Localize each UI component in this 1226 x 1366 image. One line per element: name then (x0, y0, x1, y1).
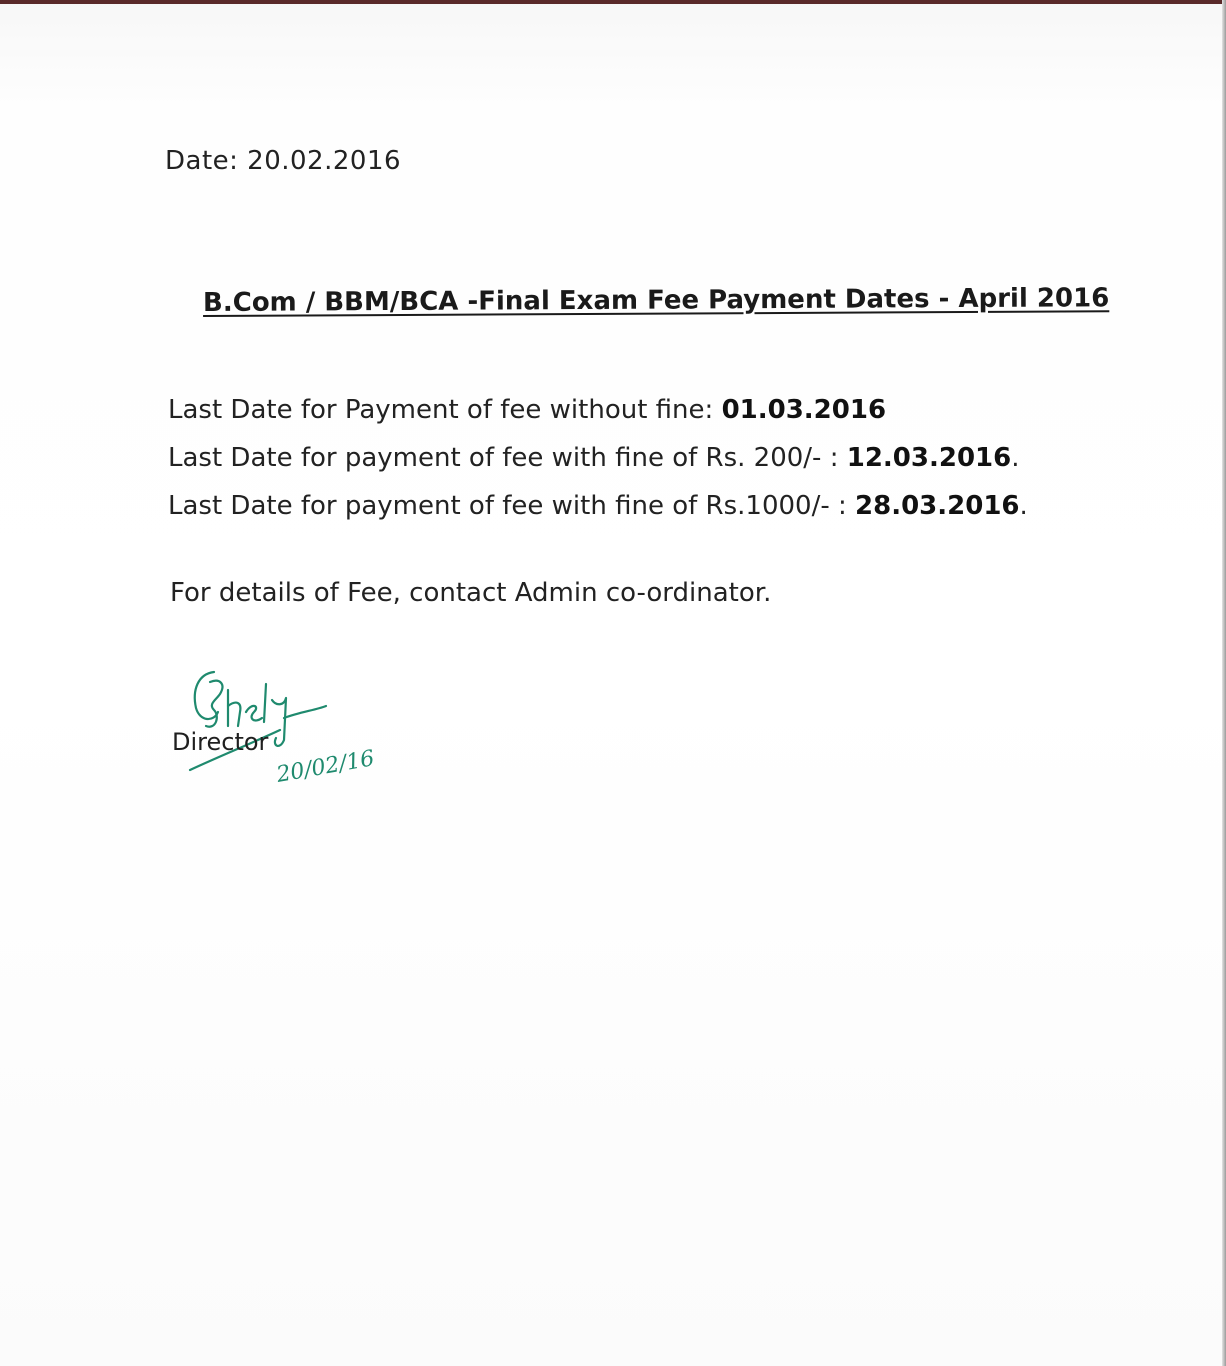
fee-payment-list (168, 386, 1028, 530)
fee-row-label: Last Date for payment of fee with fine of Rs. 200/- : (168, 443, 847, 473)
fee-row-date: 12.03.2016 (846, 443, 1012, 473)
fee-row-suffix: . (1019, 491, 1028, 521)
fee-row-without-fine (168, 386, 1028, 434)
paper-top-edge (0, 0, 1226, 4)
paper-right-edge (1222, 0, 1226, 1366)
fee-row-label: Last Date for Payment of fee without fine: (168, 395, 722, 425)
signatory-label: Director (172, 728, 269, 756)
notice-title: B.Com / BBM/BCA -Final Exam Fee Payment Dates - April 2016 (202, 283, 1110, 318)
fee-row-date: 01.03.2016 (721, 395, 887, 425)
fee-row-suffix: . (1011, 443, 1020, 473)
signature-date: 20/02/16 (274, 746, 377, 788)
signature-stroke-h-arch (228, 703, 240, 726)
signature-stroke-e (246, 706, 262, 721)
fee-row-fine-200 (168, 434, 1028, 482)
signature-stroke-y (272, 698, 286, 746)
signature-stroke-tail (284, 706, 326, 718)
fee-row-date: 28.03.2016 (855, 491, 1020, 521)
contact-note: For details of Fee, contact Admin co-ordinator. (170, 578, 772, 608)
signature-stroke-l (264, 684, 266, 722)
fee-row-fine-1000 (168, 482, 1028, 530)
notice-date: Date: 20.02.2016 (165, 146, 402, 176)
fee-row-label: Last Date for payment of fee with fine of Rs.1000/- : (168, 491, 856, 521)
